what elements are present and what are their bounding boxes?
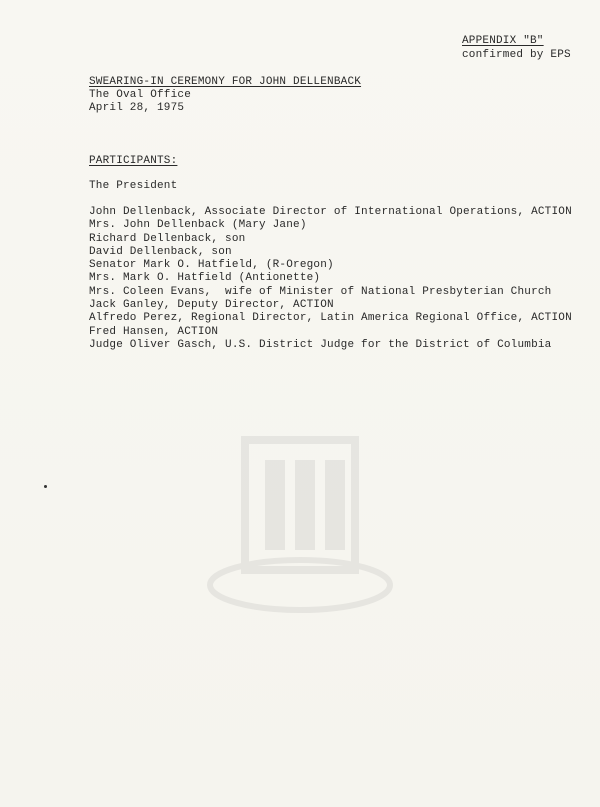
event-place: The Oval Office <box>89 89 192 101</box>
participant-item: Mrs. Coleen Evans, wife of Minister of National Presbyterian Church <box>89 285 552 298</box>
participant-item: Senator Mark O. Hatfield, (R-Oregon) <box>89 259 334 272</box>
event-title: SWEARING-IN CEREMONY FOR JOHN DELLENBACK <box>89 76 362 88</box>
appendix-label: APPENDIX "B" <box>462 35 544 47</box>
participants-heading: PARTICIPANTS: <box>89 155 178 167</box>
ink-speck <box>44 485 47 488</box>
participant-item: Richard Dellenback, son <box>89 232 246 245</box>
confirmed-note: confirmed by EPS <box>462 49 571 61</box>
participant-item: Alfredo Perez, Regional Director, Latin America Regional Office, ACTION <box>89 312 572 325</box>
participant-item: John Dellenback, Associate Director of International Operations, ACTION <box>89 206 572 218</box>
watermark-seal <box>150 350 450 650</box>
participant-item: Mrs. Mark O. Hatfield (Antionette) <box>89 272 321 285</box>
participant-item: Mrs. John Dellenback (Mary Jane) <box>89 219 307 232</box>
event-date: April 28, 1975 <box>89 102 185 114</box>
participants-list <box>89 206 572 352</box>
participant-item: Judge Oliver Gasch, U.S. District Judge for the District of Columbia <box>89 338 552 351</box>
participant-president: The President <box>89 180 178 192</box>
participant-item: Fred Hansen, ACTION <box>89 325 219 338</box>
participant-item: David Dellenback, son <box>89 245 232 258</box>
participant-item: Jack Ganley, Deputy Director, ACTION <box>89 299 334 312</box>
